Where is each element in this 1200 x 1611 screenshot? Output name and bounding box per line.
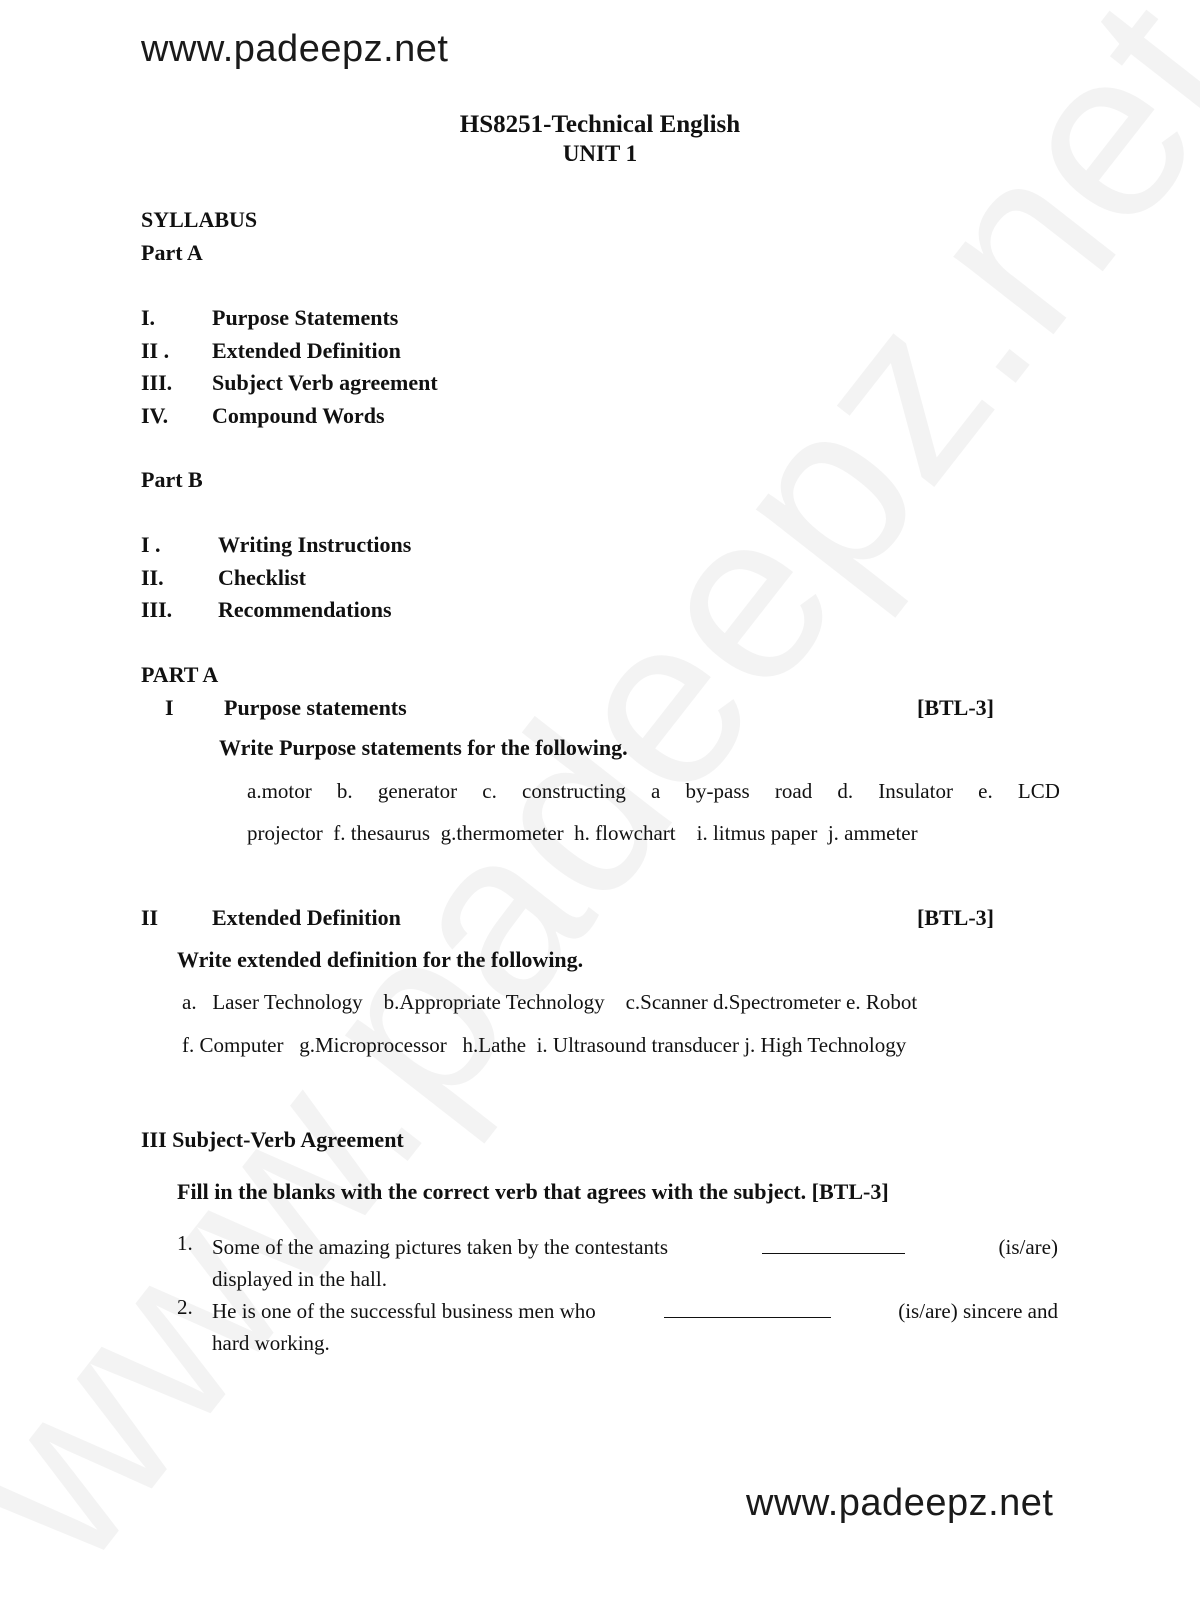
document-subtitle: UNIT 1 bbox=[562, 141, 638, 166]
section-title: Extended Definition bbox=[212, 905, 401, 930]
section-number: I bbox=[165, 695, 174, 720]
list-item-number: II . bbox=[141, 338, 170, 363]
footer-url[interactable]: www.padeepz.net bbox=[746, 1482, 1054, 1524]
list-item-label: Recommendations bbox=[218, 597, 392, 622]
answer-blank[interactable] bbox=[762, 1235, 905, 1254]
list-item-number: I . bbox=[141, 532, 161, 557]
list-item bbox=[141, 403, 385, 429]
list-item-number: IV. bbox=[141, 403, 169, 428]
list-item bbox=[141, 565, 306, 591]
list-item-label: Writing Instructions bbox=[218, 532, 412, 557]
item-word: e. bbox=[978, 779, 993, 803]
section-instruction: Fill in the blanks with the correct verb that agrees with the subject. [BTL-3] bbox=[177, 1179, 889, 1204]
item-word: a.motor bbox=[247, 779, 312, 803]
item-word: road bbox=[774, 779, 813, 803]
item-word: by-pass bbox=[685, 779, 750, 803]
list-item bbox=[141, 338, 401, 364]
syllabus-heading: SYLLABUS bbox=[141, 207, 258, 232]
list-item-number: III. bbox=[141, 370, 173, 395]
list-item-number: III. bbox=[141, 597, 173, 622]
section-title: Purpose statements bbox=[224, 695, 407, 720]
section-number: II bbox=[141, 905, 159, 930]
item-line: projector f. thesaurus g.thermometer h. flowchart i. litmus paper j. ammeter bbox=[247, 821, 918, 845]
item-line: f. Computer g.Microprocessor h.Lathe i. Ultrasound transducer j. High Technology bbox=[182, 1033, 907, 1057]
question-continuation: hard working. bbox=[212, 1331, 330, 1355]
item-word: d. bbox=[837, 779, 854, 803]
item-line bbox=[247, 779, 1060, 804]
item-word: LCD bbox=[1017, 779, 1060, 803]
item-word: constructing bbox=[522, 779, 626, 803]
item-word: Insulator bbox=[878, 779, 953, 803]
question-number: 2. bbox=[177, 1295, 193, 1319]
list-item bbox=[141, 532, 411, 558]
question-text-after: (is/are) bbox=[998, 1235, 1058, 1259]
answer-blank[interactable] bbox=[664, 1299, 831, 1318]
header-url[interactable]: www.padeepz.net bbox=[141, 28, 449, 70]
item-word: a bbox=[651, 779, 661, 803]
part-a-heading: Part A bbox=[141, 240, 203, 265]
document-title: HS8251-Technical English bbox=[459, 111, 741, 138]
list-item bbox=[141, 597, 392, 623]
item-word: c. bbox=[482, 779, 497, 803]
list-item-label: Subject Verb agreement bbox=[212, 370, 438, 395]
question-item bbox=[177, 1295, 1058, 1359]
section-heading: III Subject-Verb Agreement bbox=[141, 1127, 404, 1152]
section-instruction: Write extended definition for the following. bbox=[177, 947, 584, 972]
item-word: b. bbox=[336, 779, 353, 803]
item-line: a. Laser Technology b.Appropriate Technology c.Scanner d.Spectrometer e. Robot bbox=[182, 990, 918, 1014]
section-instruction: Write Purpose statements for the following. bbox=[219, 735, 628, 760]
btl-label: [BTL-3] bbox=[917, 905, 994, 930]
btl-label: [BTL-3] bbox=[917, 695, 994, 720]
list-item-number: II. bbox=[141, 565, 164, 590]
list-item-label: Compound Words bbox=[212, 403, 385, 428]
list-item-label: Checklist bbox=[218, 565, 306, 590]
list-item bbox=[141, 305, 398, 331]
part-a-section-heading: PART A bbox=[141, 662, 219, 687]
list-item-label: Extended Definition bbox=[212, 338, 401, 363]
list-item-number: I. bbox=[141, 305, 156, 330]
question-text: Some of the amazing pictures taken by the contestants bbox=[212, 1235, 669, 1259]
list-item bbox=[141, 370, 438, 396]
question-continuation: displayed in the hall. bbox=[212, 1267, 387, 1291]
list-item-label: Purpose Statements bbox=[212, 305, 399, 330]
question-number: 1. bbox=[177, 1231, 193, 1255]
question-item bbox=[177, 1231, 1058, 1295]
question-text: He is one of the successful business men who bbox=[212, 1299, 596, 1323]
part-b-heading: Part B bbox=[141, 467, 203, 492]
question-text-after: (is/are) sincere and bbox=[898, 1299, 1058, 1323]
item-word: generator bbox=[377, 779, 458, 803]
